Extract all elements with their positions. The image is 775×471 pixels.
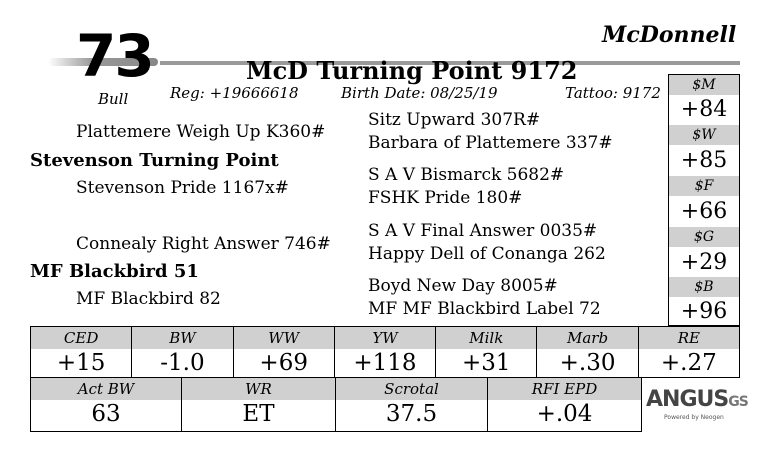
epd-label: YW bbox=[335, 327, 435, 349]
index-label: $G bbox=[669, 227, 739, 247]
epd-value: -1.0 bbox=[160, 350, 205, 376]
pedigree-dam: MF Blackbird 51 bbox=[30, 261, 199, 282]
index-value: +85 bbox=[680, 148, 728, 173]
epd-value: +118 bbox=[353, 350, 417, 376]
epd-cell-milk bbox=[436, 327, 537, 377]
logo-text: ANGUS bbox=[646, 387, 729, 412]
pedigree-ddd: MF MF Blackbird Label 72 bbox=[368, 299, 601, 319]
perf-cell-scrotal bbox=[336, 378, 488, 431]
epd-label: RE bbox=[639, 327, 739, 349]
animal-name: McD Turning Point 9172 bbox=[246, 56, 578, 85]
epd-table bbox=[30, 326, 740, 378]
epd-value: +31 bbox=[461, 350, 511, 376]
pedigree-sss: Sitz Upward 307R# bbox=[368, 110, 541, 130]
epd-label: CED bbox=[31, 327, 131, 349]
perf-label: RFI EPD bbox=[488, 378, 641, 400]
pedigree-dam-dam: MF Blackbird 82 bbox=[76, 289, 221, 309]
pedigree-sds: S A V Bismarck 5682# bbox=[368, 165, 565, 185]
pedigree-dam-sire: Connealy Right Answer 746# bbox=[76, 234, 331, 254]
index-value: +96 bbox=[680, 299, 728, 324]
farm-name: McDonnell bbox=[602, 22, 737, 48]
epd-cell-marb bbox=[537, 327, 638, 377]
perf-cell-act-bw bbox=[31, 378, 182, 431]
pedigree-ssd: Barbara of Plattemere 337# bbox=[368, 133, 613, 153]
epd-cell-ced bbox=[31, 327, 132, 377]
perf-value: +.04 bbox=[536, 401, 593, 427]
pedigree-dds: Boyd New Day 8005# bbox=[368, 276, 558, 296]
index-label: $M bbox=[669, 75, 739, 95]
epd-value: +.30 bbox=[559, 350, 616, 376]
angus-gs-logo bbox=[646, 387, 748, 428]
perf-value: 37.5 bbox=[385, 401, 438, 427]
epd-label: Marb bbox=[537, 327, 637, 349]
epd-value: +15 bbox=[56, 350, 106, 376]
epd-label: WW bbox=[234, 327, 334, 349]
pedigree-sire-sire: Plattemere Weigh Up K360# bbox=[76, 122, 326, 142]
epd-label: Milk bbox=[436, 327, 536, 349]
perf-label: Scrotal bbox=[336, 378, 487, 400]
epd-cell-ww bbox=[234, 327, 335, 377]
tattoo: Tattoo: 9172 bbox=[565, 84, 661, 102]
perf-value: 63 bbox=[91, 401, 121, 427]
index-label: $B bbox=[669, 277, 739, 297]
birth-date: Birth Date: 08/25/19 bbox=[341, 84, 498, 102]
dollar-index-box bbox=[668, 74, 740, 326]
index-label: $W bbox=[669, 125, 739, 145]
lot-number: 73 bbox=[76, 22, 153, 90]
perf-label: Act BW bbox=[31, 378, 181, 400]
pedigree-dss: S A V Final Answer 0035# bbox=[368, 221, 598, 241]
perf-cell-rfi-epd bbox=[488, 378, 641, 431]
registration-number: Reg: +19666618 bbox=[170, 84, 299, 102]
performance-table bbox=[30, 378, 642, 432]
epd-cell-yw bbox=[335, 327, 436, 377]
animal-sex: Bull bbox=[98, 90, 129, 108]
epd-label: BW bbox=[132, 327, 232, 349]
epd-cell-re bbox=[639, 327, 739, 377]
perf-label: WR bbox=[182, 378, 335, 400]
logo-tagline: Powered by Neogen bbox=[664, 414, 724, 421]
pedigree-dsd: Happy Dell of Conanga 262 bbox=[368, 244, 606, 264]
perf-cell-wr bbox=[182, 378, 336, 431]
index-value: +84 bbox=[680, 97, 728, 122]
perf-value: ET bbox=[242, 401, 275, 427]
pedigree-sire: Stevenson Turning Point bbox=[30, 150, 279, 171]
pedigree-sdd: FSHK Pride 180# bbox=[368, 188, 523, 208]
index-value: +29 bbox=[680, 250, 728, 275]
epd-value: +69 bbox=[259, 350, 308, 376]
index-label: $F bbox=[669, 176, 739, 196]
epd-value: +.27 bbox=[660, 350, 717, 376]
index-value: +66 bbox=[680, 199, 728, 224]
logo-sub-text: GS bbox=[728, 394, 748, 410]
pedigree-sire-dam: Stevenson Pride 1167x# bbox=[76, 178, 289, 198]
epd-cell-bw bbox=[132, 327, 233, 377]
